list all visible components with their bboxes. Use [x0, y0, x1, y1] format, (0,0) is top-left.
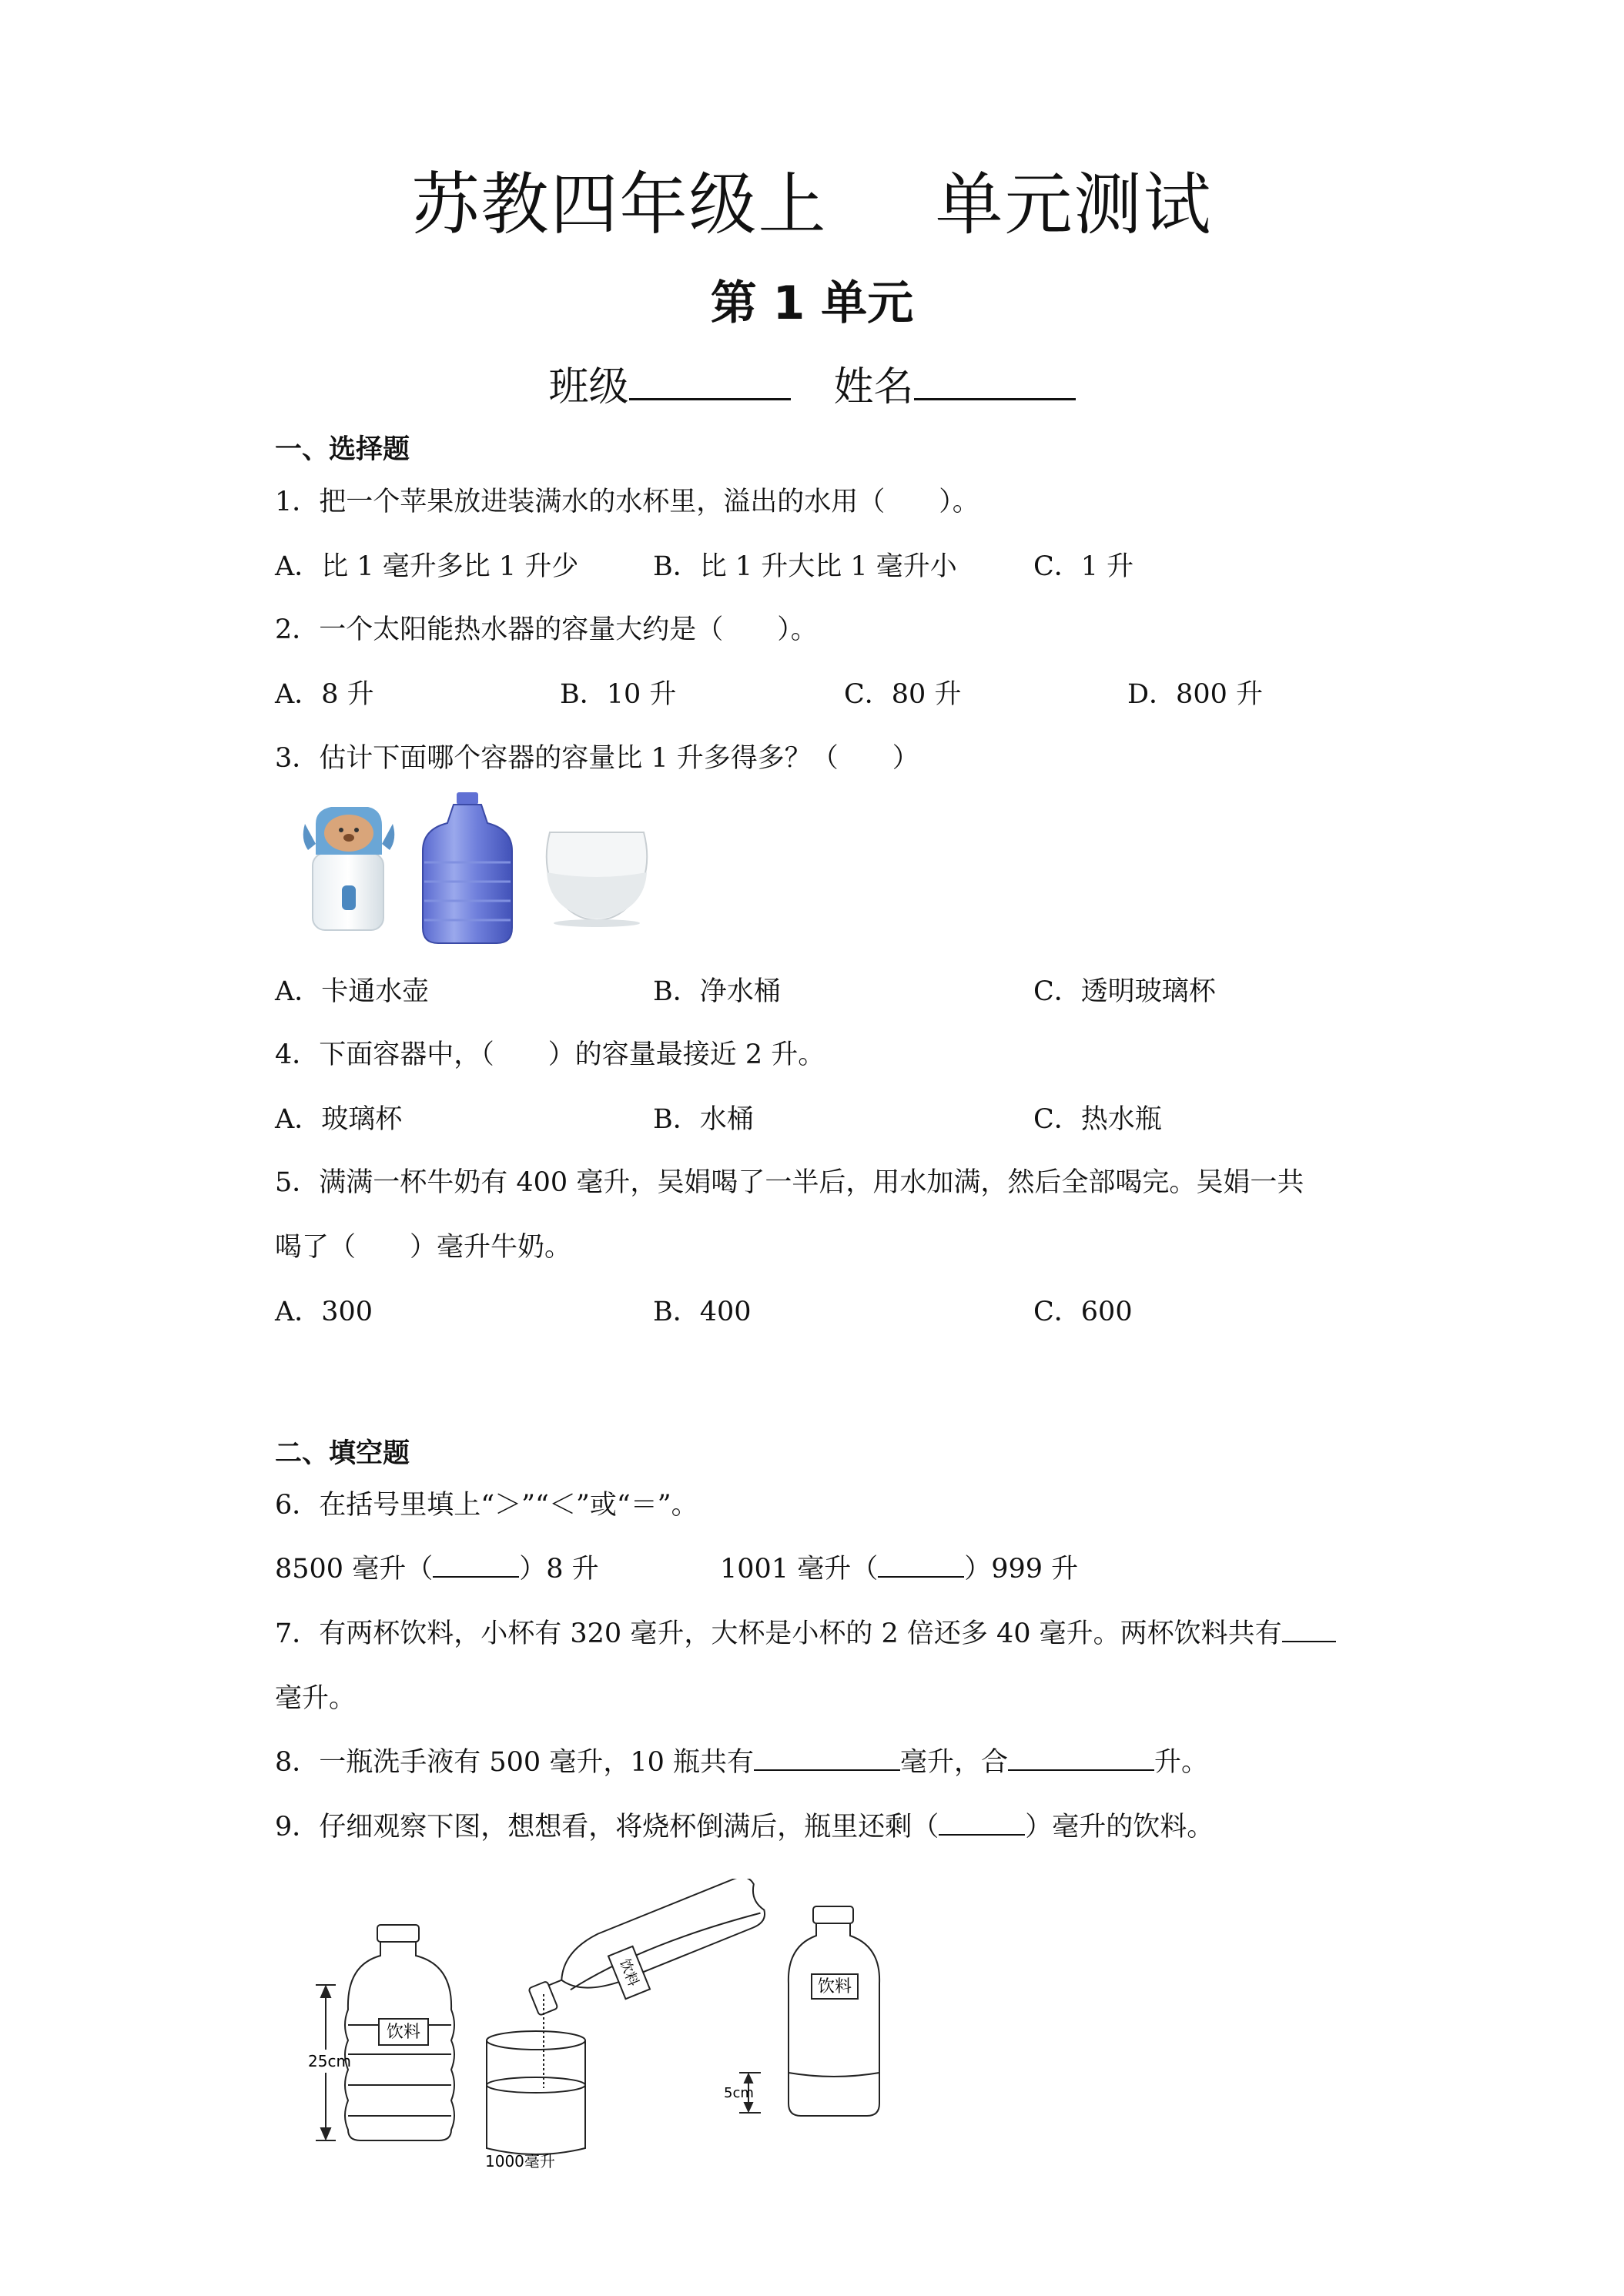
name-blank[interactable] [914, 358, 1076, 400]
question-1: 1．把一个苹果放进装满水的水杯里，溢出的水用（ ）。 [275, 487, 979, 517]
q6-blank-2[interactable] [878, 1550, 964, 1578]
q3-option-b[interactable]: B．净水桶 [653, 976, 781, 1007]
question-8 [275, 1741, 1208, 1779]
q4-option-c[interactable]: C．热水瓶 [1033, 1104, 1162, 1135]
beaker-label: 1000毫升 [485, 2152, 555, 2170]
q7-blank[interactable] [1282, 1615, 1336, 1642]
title-right: 单元测试 [935, 165, 1213, 244]
q6-blank-2-row [720, 1548, 1078, 1586]
q6-right-prefix: 1001 毫升（ [720, 1554, 879, 1585]
page-title [0, 151, 1624, 248]
q9-text-a: 9．仔细观察下图，想想看，将烧杯倒满后，瓶里还剩（ [275, 1812, 939, 1842]
water-bucket-image [414, 789, 521, 947]
question-5-line1: 5．满满一杯牛奶有 400 毫升，吴娟喝了一半后，用水加满，然后全部喝完。吴娟一共 [275, 1167, 1304, 1198]
q8-text-c: 升。 [1154, 1747, 1209, 1778]
section-heading-choice: 一、选择题 [275, 434, 410, 465]
right-bottle [789, 1906, 879, 2116]
bottle-pour-diagram [277, 1879, 939, 2171]
title-left: 苏教四年级上 [411, 165, 828, 244]
measure-25cm-label: 25cm [308, 2052, 351, 2070]
q2-option-a[interactable]: A．8 升 [275, 679, 374, 710]
q3-option-c[interactable]: C．透明玻璃杯 [1033, 976, 1216, 1007]
q4-option-b[interactable]: B．水桶 [653, 1104, 754, 1135]
q8-blank-2[interactable] [1008, 1743, 1154, 1771]
question-3: 3．估计下面哪个容器的容量比 1 升多得多？（ ） [275, 743, 919, 774]
measure-5cm-label: 5cm [724, 2085, 754, 2101]
q6-left-suffix: ）8 升 [519, 1554, 599, 1585]
q8-blank-1[interactable] [754, 1743, 900, 1771]
tilted-bottle-label: 饮料 [616, 1956, 642, 1989]
q6-right-suffix: ）999 升 [964, 1554, 1079, 1585]
q9-blank[interactable] [939, 1808, 1025, 1836]
q5-option-b[interactable]: B．400 [653, 1297, 752, 1327]
question-2: 2．一个太阳能热水器的容量大约是（ ）。 [275, 614, 818, 645]
beaker [487, 1994, 585, 2154]
q7-text: 7．有两杯饮料，小杯有 320 毫升，大杯是小杯的 2 倍还多 40 毫升。两杯饮料共有 [275, 1618, 1282, 1649]
section-heading-fill: 二、填空题 [275, 1438, 410, 1469]
class-name-line [0, 354, 1624, 412]
left-bottle-label: 饮料 [386, 2023, 421, 2042]
class-label: 班级 [548, 364, 629, 410]
q1-option-c[interactable]: C．1 升 [1033, 551, 1134, 582]
q6-left-prefix: 8500 毫升（ [275, 1554, 434, 1585]
question-7-line1 [275, 1612, 1336, 1651]
q9-text-b: ）毫升的饮料。 [1025, 1812, 1214, 1842]
question-7-line2: 毫升。 [275, 1683, 357, 1714]
q1-option-a[interactable]: A．比 1 毫升多比 1 升少 [275, 551, 579, 582]
q5-option-c[interactable]: C．600 [1033, 1297, 1133, 1327]
q5-option-a[interactable]: A．300 [275, 1297, 373, 1327]
q1-option-b[interactable]: B．比 1 升大比 1 毫升小 [653, 551, 957, 582]
q6-blank-1[interactable] [433, 1550, 519, 1578]
q6-blank-1-row [275, 1548, 599, 1586]
q3-option-a[interactable]: A．卡通水壶 [275, 976, 430, 1007]
cartoon-kettle-image [299, 793, 399, 939]
tilted-bottle [519, 1879, 769, 2016]
q2-option-d[interactable]: D．800 升 [1127, 679, 1263, 710]
q2-option-b[interactable]: B．10 升 [560, 679, 677, 710]
q8-text-a: 8．一瓶洗手液有 500 毫升，10 瓶共有 [275, 1747, 754, 1778]
name-label: 姓名 [833, 364, 914, 410]
q8-text-b: 毫升，合 [900, 1747, 1009, 1778]
question-4: 4．下面容器中，（ ）的容量最接近 2 升。 [275, 1039, 825, 1070]
class-blank[interactable] [629, 358, 791, 400]
question-9 [275, 1806, 1214, 1844]
glass-cup-image [539, 828, 655, 928]
right-bottle-label: 饮料 [817, 1977, 852, 1996]
question-5-line2: 喝了（ ）毫升牛奶。 [275, 1232, 572, 1263]
unit-subtitle: 第 1 单元 [710, 276, 914, 330]
q2-option-c[interactable]: C．80 升 [844, 679, 962, 710]
question-6: 6．在括号里填上“＞”“＜”或“＝”。 [275, 1490, 698, 1521]
q4-option-a[interactable]: A．玻璃杯 [275, 1104, 403, 1135]
